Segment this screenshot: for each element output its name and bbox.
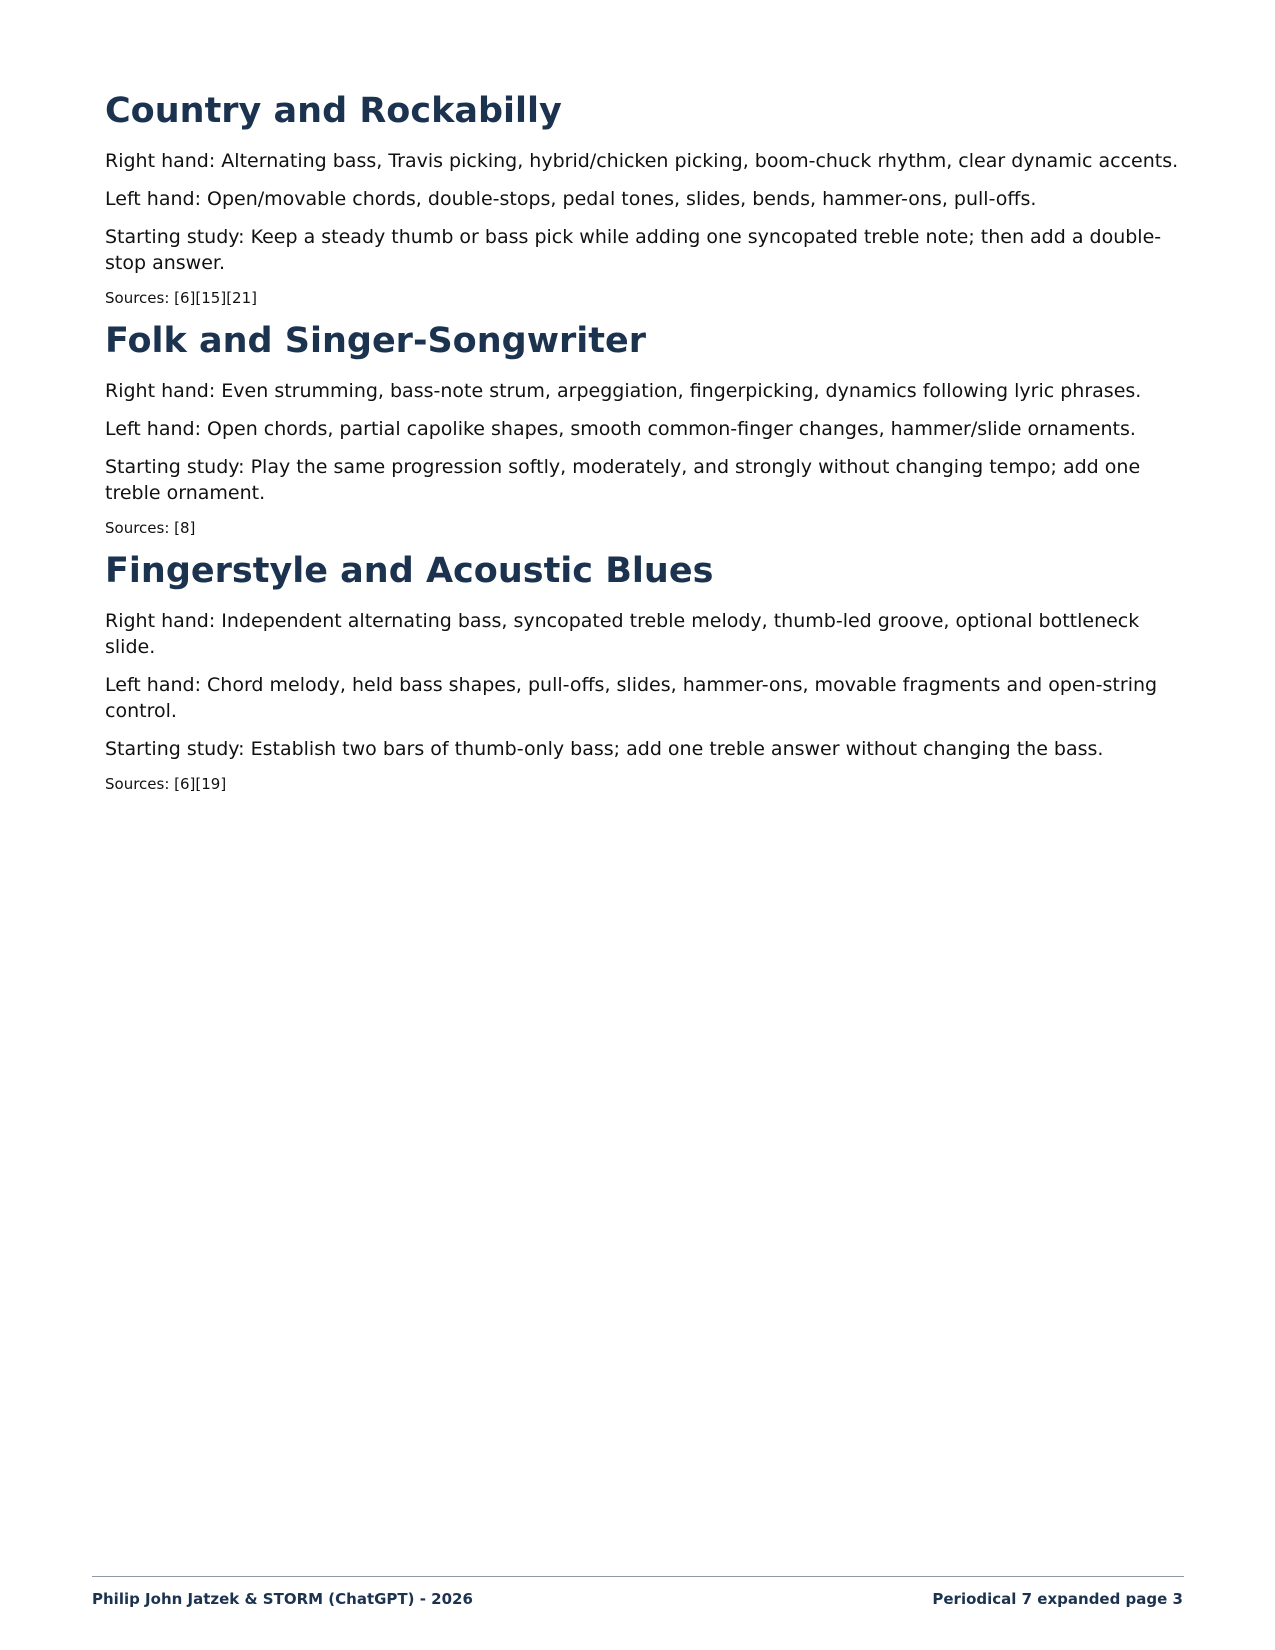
section-fingerstyle-acoustic-blues <box>105 548 1180 794</box>
left-hand-text: Left hand: Open/movable chords, double-stops, pedal tones, slides, bends, hammer-ons, pull-offs. <box>105 188 1037 210</box>
footer-divider <box>92 1576 1184 1577</box>
document-body <box>105 88 1180 804</box>
right-hand-text: Right hand: Alternating bass, Travis picking, hybrid/chicken picking, boom-chuck rhythm, clear dynamic accents. <box>105 150 1179 172</box>
starting-study-text: Starting study: Play the same progression softly, moderately, and strongly without changing tempo; add one treble ornament. <box>105 456 1141 504</box>
sources-text: Sources: [6][15][21] <box>105 289 257 307</box>
section-country-rockabilly <box>105 88 1180 308</box>
section-heading: Country and Rockabilly <box>105 91 562 131</box>
footer-author: Philip John Jatzek & STORM (ChatGPT) - 2026 <box>92 1590 473 1608</box>
footer-page-label: Periodical 7 expanded page 3 <box>932 1590 1183 1608</box>
right-hand-text: Right hand: Independent alternating bass, syncopated treble melody, thumb-led groove, optional bottleneck slide. <box>105 610 1140 658</box>
starting-study-text: Starting study: Establish two bars of thumb-only bass; add one treble answer without changing the bass. <box>105 738 1104 760</box>
left-hand-text: Left hand: Open chords, partial capolike shapes, smooth common-finger changes, hammer/slide ornaments. <box>105 418 1136 440</box>
section-heading: Folk and Singer-Songwriter <box>105 321 647 361</box>
left-hand-text: Left hand: Chord melody, held bass shapes, pull-offs, slides, hammer-ons, movable fragments and open-string control. <box>105 674 1158 722</box>
sources-text: Sources: [6][19] <box>105 775 227 793</box>
section-folk-singer-songwriter <box>105 318 1180 538</box>
sources-text: Sources: [8] <box>105 519 196 537</box>
section-heading: Fingerstyle and Acoustic Blues <box>105 551 714 591</box>
starting-study-text: Starting study: Keep a steady thumb or bass pick while adding one syncopated treble note; then add a double-stop answer. <box>105 226 1162 274</box>
right-hand-text: Right hand: Even strumming, bass-note strum, arpeggiation, fingerpicking, dynamics following lyric phrases. <box>105 380 1142 402</box>
